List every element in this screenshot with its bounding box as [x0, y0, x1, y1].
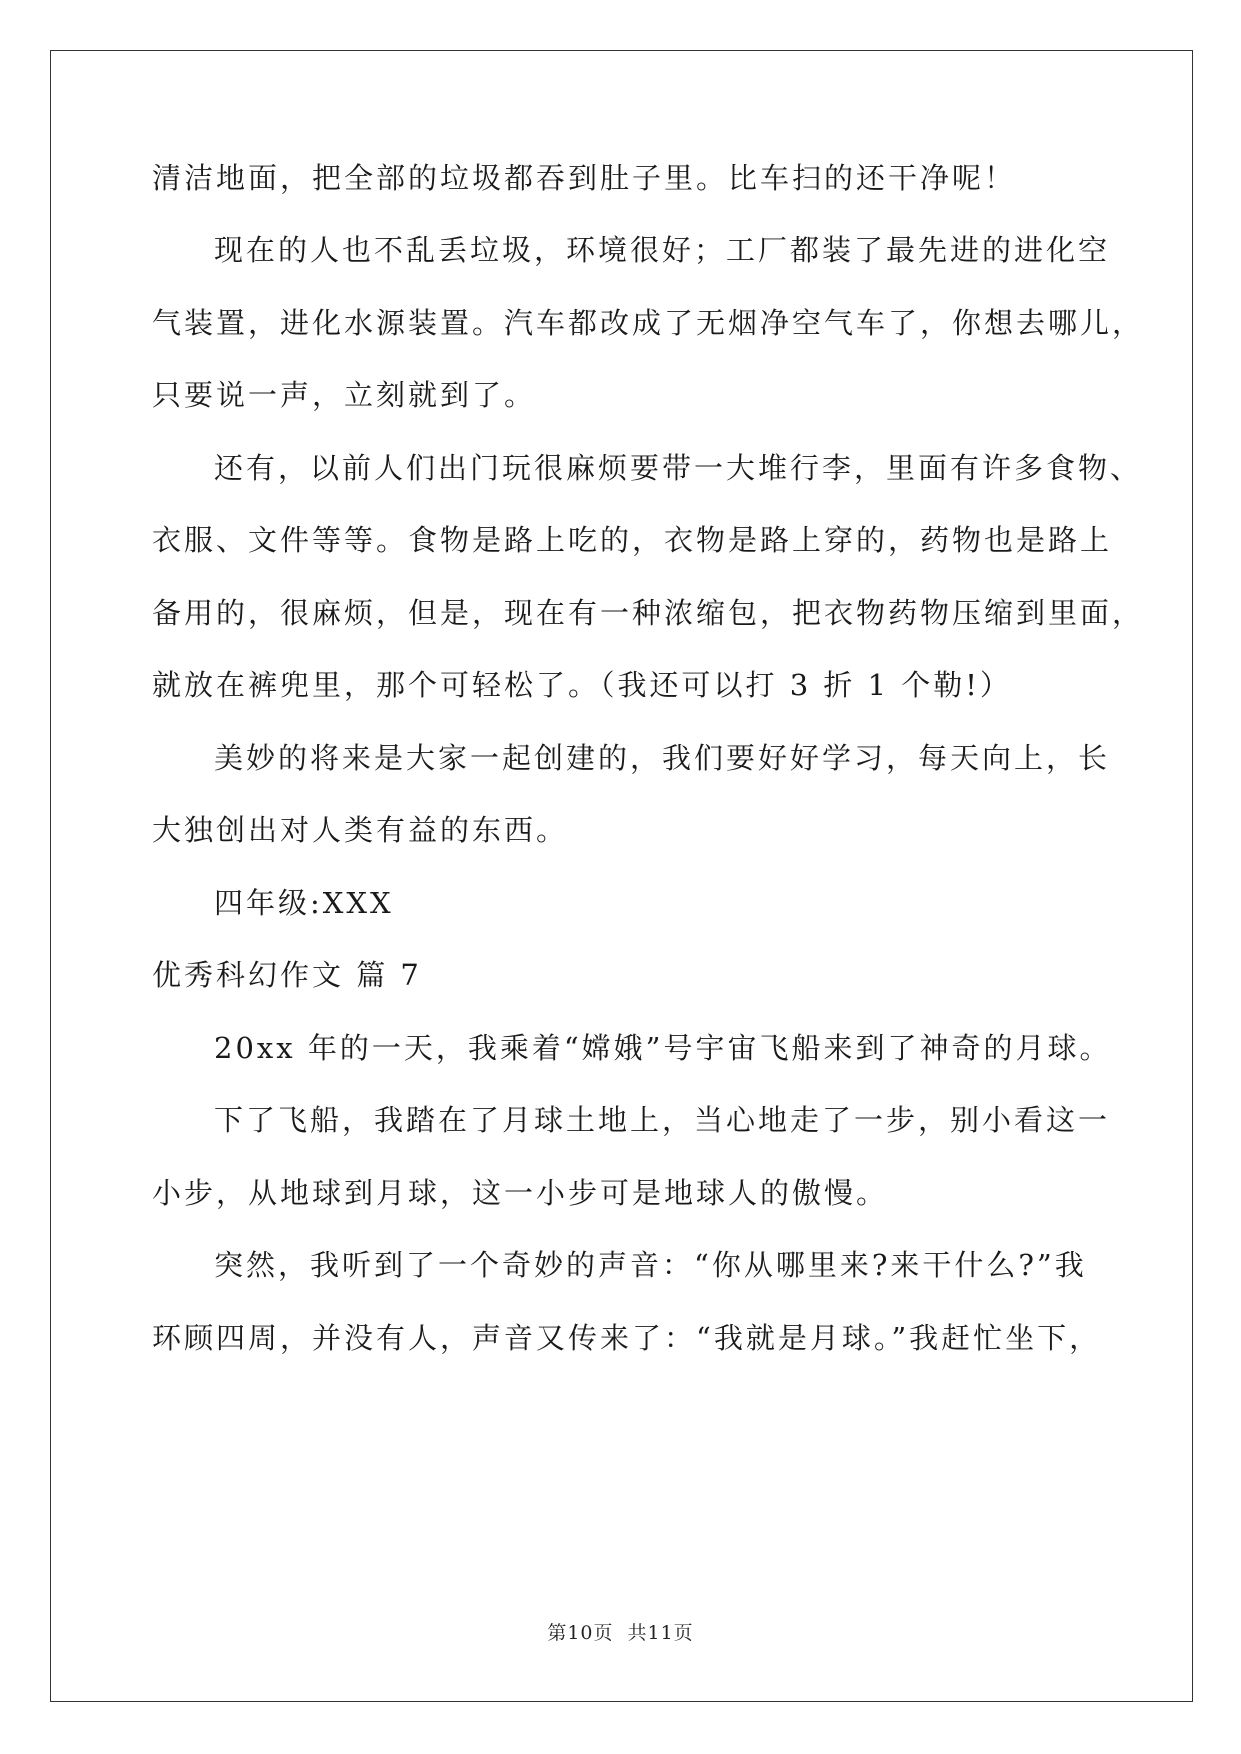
- paragraph-start-line: 现在的人也不乱丢垃圾，环境很好；工厂都装了最先进的进化空: [214, 233, 1111, 267]
- current-page-label: 第10页: [547, 1622, 614, 1644]
- total-pages-label: 共11页: [627, 1622, 694, 1644]
- paragraph-start-line: 美妙的将来是大家一起创建的，我们要好好学习，每天向上，长: [214, 741, 1111, 775]
- paragraph-start-line: 20xx 年的一天，我乘着“嫦娥”号宇宙飞船来到了神奇的月球。: [214, 1031, 1112, 1065]
- text-line: 气装置，进化水源装置。汽车都改成了无烟净空气车了，你想去哪儿，: [152, 306, 1145, 340]
- text-line: 衣服、文件等等。食物是路上吃的，衣物是路上穿的，药物也是路上: [152, 523, 1113, 557]
- text-line: 小步，从地球到月球，这一小步可是地球人的傲慢。: [152, 1176, 889, 1210]
- paragraph-start-line: 突然，我听到了一个奇妙的声音：“你从哪里来?来干什么?”我: [214, 1248, 1087, 1282]
- section-heading: 优秀科幻作文 篇 7: [152, 958, 422, 992]
- text-line: 环顾四周，并没有人，声音又传来了：“我就是月球。”我赶忙坐下，: [152, 1321, 1102, 1355]
- text-line: 只要说一声，立刻就到了。: [152, 378, 537, 412]
- page-footer: [0, 1618, 1241, 1645]
- page-border: [50, 50, 1193, 1702]
- text-line: 大独创出对人类有益的东西。: [152, 813, 569, 847]
- text-line: 清洁地面，把全部的垃圾都吞到肚子里。比车扫的还干净呢！: [152, 161, 1017, 195]
- text-line: 就放在裤兜里，那个可轻松了。（我还可以打 3 折 1 个勒!）: [152, 668, 1012, 702]
- paragraph-start-line: 还有，以前人们出门玩很麻烦要带一大堆行李，里面有许多食物、: [214, 451, 1143, 485]
- text-line: 备用的，很麻烦，但是，现在有一种浓缩包，把衣物药物压缩到里面，: [152, 596, 1145, 630]
- paragraph-start-line: 下了飞船，我踏在了月球土地上，当心地走了一步，别小看这一: [214, 1103, 1111, 1137]
- author-line: 四年级:XXX: [214, 886, 394, 920]
